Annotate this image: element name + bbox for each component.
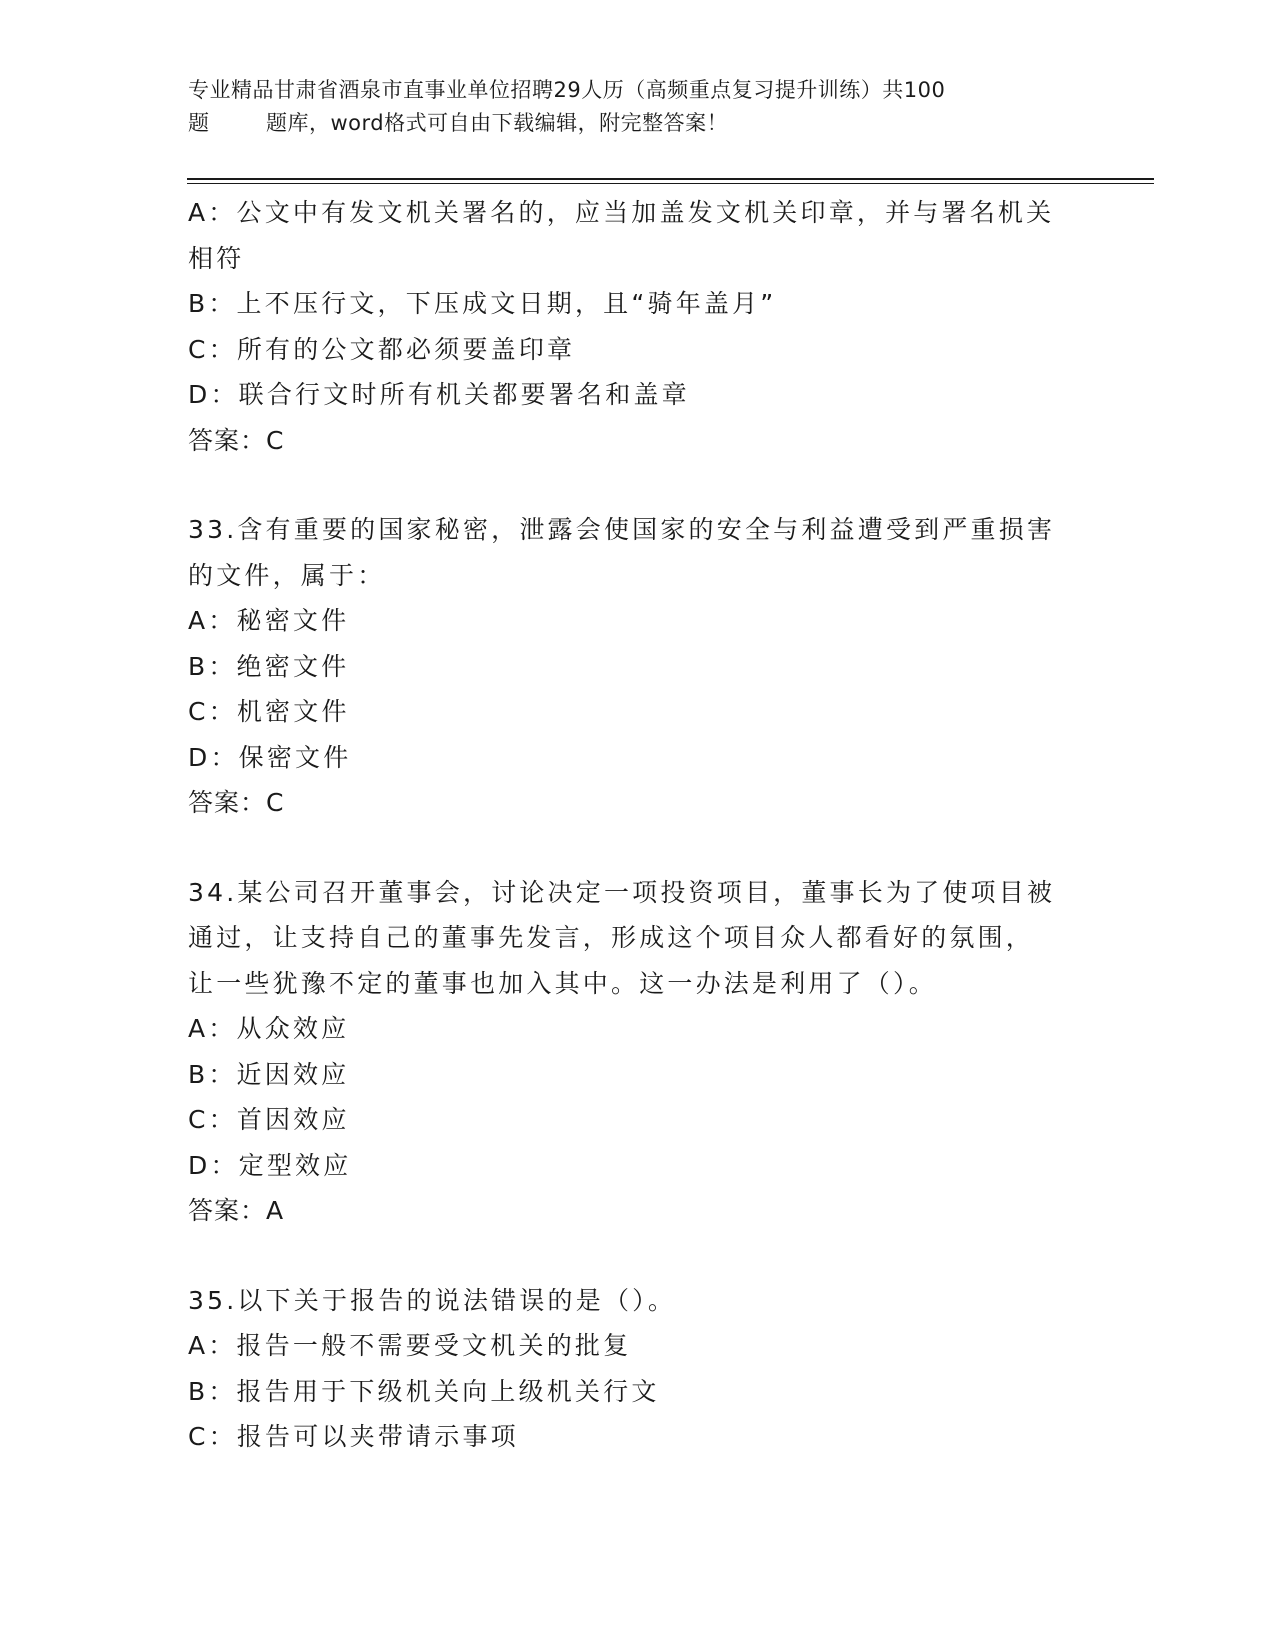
header-line2-rest: 题库，word格式可自由下载编辑，附完整答案！ [266, 111, 729, 135]
option-b: B：报告用于下级机关向上级机关行文 [188, 1376, 660, 1406]
page-header [188, 74, 1078, 140]
header-title-line2 [188, 107, 1078, 140]
question-stem-line1: 35.以下关于报告的说法错误的是（）。 [188, 1285, 677, 1315]
option-a: A：报告一般不需要受文机关的批复 [188, 1331, 632, 1360]
question-34 [188, 870, 1088, 1234]
option-b: B：上不压行文，下压成文日期，且“骑年盖月” [188, 289, 777, 318]
question-stem-line1: 34.某公司召开董事会，讨论决定一项投资项目，董事长为了使项目被 [188, 877, 1056, 907]
question-stem-line2: 通过，让支持自己的董事先发言，形成这个项目众人都看好的氛围， [188, 923, 1035, 952]
option-a-line1: A：公文中有发文机关署名的，应当加盖发文机关印章，并与署名机关 [188, 198, 1055, 227]
question-content [188, 190, 1088, 1460]
option-d: D：保密文件 [188, 742, 352, 772]
question-stem-line3: 让一些犹豫不定的董事也加入其中。这一办法是利用了（）。 [188, 968, 937, 998]
question-gap [188, 463, 1088, 507]
question-32-tail [188, 190, 1088, 463]
question-stem-line1: 33.含有重要的国家秘密，泄露会使国家的安全与利益遭受到严重损害 [188, 515, 1056, 544]
option-a: A：从众效应 [188, 1014, 350, 1043]
option-d: D：定型效应 [188, 1150, 352, 1180]
question-gap [188, 1234, 1088, 1278]
header-rule-thin [187, 183, 1154, 184]
header-rule-thick [187, 178, 1154, 180]
option-c: C：所有的公文都必须要盖印章 [188, 334, 576, 364]
question-gap [188, 826, 1088, 870]
option-d: D：联合行文时所有机关都要署名和盖章 [188, 380, 690, 409]
answer: 答案：C [188, 788, 285, 817]
option-b: B：近因效应 [188, 1059, 350, 1089]
option-b: B：绝密文件 [188, 651, 350, 681]
question-35 [188, 1278, 1088, 1460]
option-c: C：报告可以夹带请示事项 [188, 1422, 519, 1451]
option-c: C：机密文件 [188, 697, 350, 726]
question-33 [188, 507, 1088, 826]
answer: 答案：C [188, 425, 285, 455]
question-stem-line2: 的文件，属于： [188, 560, 386, 590]
header-title-line1: 专业精品甘肃省酒泉市直事业单位招聘29人历（高频重点复习提升训练）共100 [188, 78, 946, 102]
option-c: C：首因效应 [188, 1105, 350, 1134]
option-a-line2: 相符 [188, 243, 245, 273]
answer: 答案：A [188, 1196, 285, 1225]
option-a: A：秘密文件 [188, 606, 350, 635]
header-line2-lead: 题 [188, 111, 210, 135]
